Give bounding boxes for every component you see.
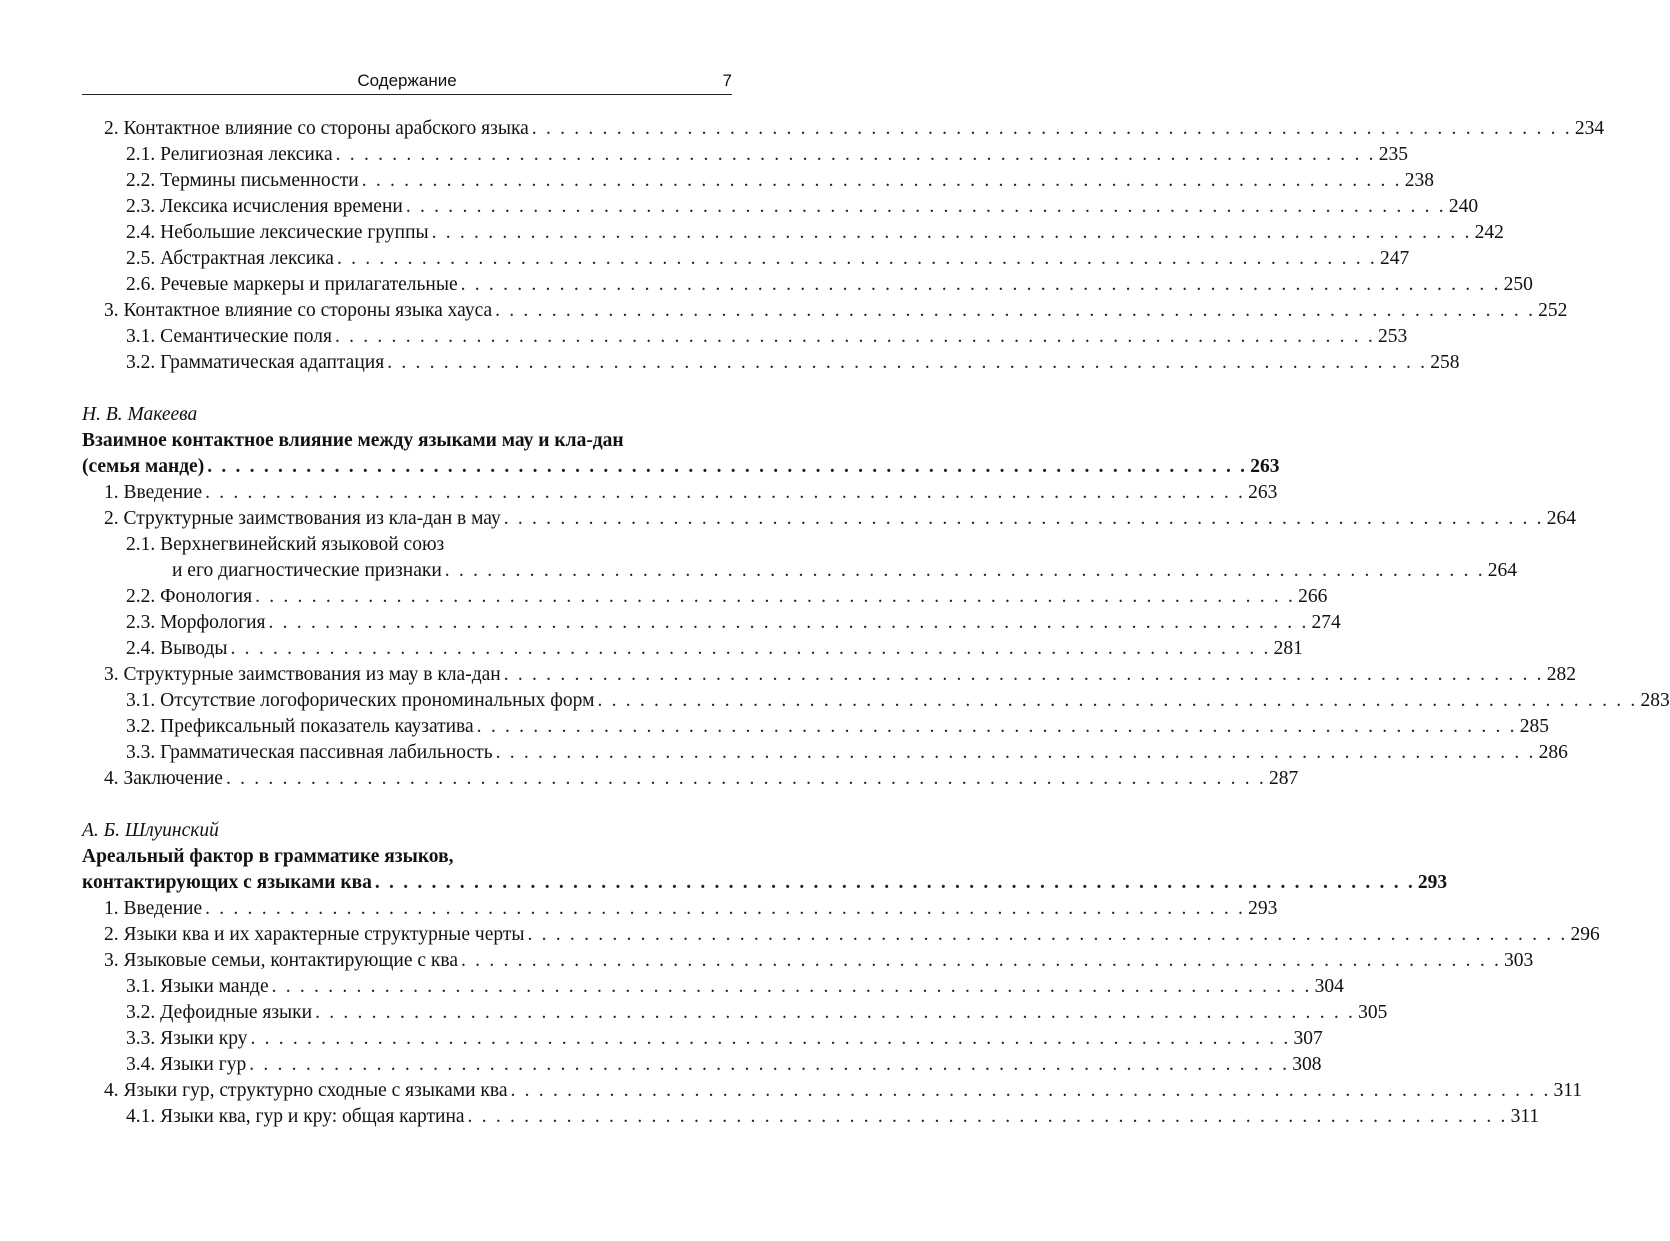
section-gap [82,376,732,402]
entry-title: 3.2. Грамматическая адаптация [126,352,385,373]
dot-leader: . . . . . . . . . . . . . . . . . . . . . . . . . . . . . . . . . . . . . . . . . . . . . . . . . . . . . . . . . . . . . . . . . . . . . . . . . . [271,976,1312,997]
entry-page: 283 [1640,690,1670,711]
entry-page: 242 [1474,222,1504,243]
toc-entry [82,584,1328,610]
dot-leader: . . . . . . . . . . . . . . . . . . . . . . . . . . . . . . . . . . . . . . . . . . . . . . . . . . . . . . . . . . . . . . . . . . . . . . . . . . [431,222,1472,243]
dot-leader: . . . . . . . . . . . . . . . . . . . . . . . . . . . . . . . . . . . . . . . . . . . . . . . . . . . . . . . . . . . . . . . . . . . . . . . . . . [467,1106,1508,1127]
dot-leader: . . . . . . . . . . . . . . . . . . . . . . . . . . . . . . . . . . . . . . . . . . . . . . . . . . . . . . . . . . . . . . . . . . . . . . . . . . [527,924,1568,945]
dot-leader: . . . . . . . . . . . . . . . . . . . . . . . . . . . . . . . . . . . . . . . . . . . . . . . . . . . . . . . . . . . . . . . . . . . . . . . . . . [336,248,1377,269]
entry-title: 3.1. Языки манде [126,976,269,997]
article-title-line [82,870,1448,896]
toc-entry [82,532,732,558]
dot-leader: . . . . . . . . . . . . . . . . . . . . . . . . . . . . . . . . . . . . . . . . . . . . . . . . . . . . . . . . . . . . . . . . . . . . . . . . . . [335,144,1376,165]
entry-page: 285 [1519,716,1549,737]
article-title: Взаимное контактное влияние между языками мау и кла-дан [82,430,624,451]
toc-entry [82,896,1278,922]
dot-leader: . . . . . . . . . . . . . . . . . . . . . . . . . . . . . . . . . . . . . . . . . . . . . . . . . . . . . . . . . . . . . . . . . . . . . . . . . . [334,326,1375,347]
section-gap [82,792,732,818]
entry-title: 3.1. Семантические поля [126,326,332,347]
dot-leader: . . . . . . . . . . . . . . . . . . . . . . . . . . . . . . . . . . . . . . . . . . . . . . . . . . . . . . . . . . . . . . . . . . . . . . . . . . [250,1028,1291,1049]
entry-title: 2.2. Фонология [126,586,253,607]
dot-leader: . . . . . . . . . . . . . . . . . . . . . . . . . . . . . . . . . . . . . . . . . . . . . . . . . . . . . . . . . . . . . . . . . . . . . . . . . . [503,508,1544,529]
dot-leader: . . . . . . . . . . . . . . . . . . . . . . . . . . . . . . . . . . . . . . . . . . . . . . . . . . . . . . . . . . . . . . . . . . . . . . . . . . [374,872,1415,893]
entry-title: 4. Заключение [104,768,223,789]
toc-entry [82,922,1600,948]
entry-page: 311 [1553,1080,1583,1101]
toc-entry [82,168,1435,194]
toc-entry [82,1104,1540,1130]
entry-page: 247 [1379,248,1410,269]
entry-title: 2.6. Речевые маркеры и прилагательные [126,274,458,295]
toc-entry [82,688,1670,714]
entry-title: 2.3. Морфология [126,612,266,633]
entry-title: 2. Языки ква и их характерные структурные черты [104,924,525,945]
toc-entry [82,350,1460,376]
toc-entry [82,766,1299,792]
toc-entry [82,480,1278,506]
dot-leader: . . . . . . . . . . . . . . . . . . . . . . . . . . . . . . . . . . . . . . . . . . . . . . . . . . . . . . . . . . . . . . . . . . . . . . . . . . [268,612,1309,633]
dot-leader: . . . . . . . . . . . . . . . . . . . . . . . . . . . . . . . . . . . . . . . . . . . . . . . . . . . . . . . . . . . . . . . . . . . . . . . . . . [205,482,1246,503]
running-title: Содержание [357,71,457,90]
entry-title: 4.1. Языки ква, гур и кру: общая картина [126,1106,465,1127]
entry-title: 2.5. Абстрактная лексика [126,248,334,269]
toc-entry [82,324,1408,350]
entry-page: 252 [1538,300,1568,321]
entry-page: 253 [1377,326,1408,347]
toc-entry [82,194,1479,220]
entry-title: 3. Языковые семьи, контактирующие с ква [104,950,459,971]
entry-title: 4. Языки гур, структурно сходные с языками ква [104,1080,508,1101]
entry-title: 3.2. Префиксальный показатель каузатива [126,716,474,737]
entry-page: 234 [1574,118,1605,139]
entry-title: 3. Структурные заимствования из мау в кла-дан [104,664,501,685]
toc-entry [82,1026,1323,1052]
entry-page: 293 [1417,872,1448,893]
entry-page: 250 [1503,274,1533,295]
dot-leader: . . . . . . . . . . . . . . . . . . . . . . . . . . . . . . . . . . . . . . . . . . . . . . . . . . . . . . . . . . . . . . . . . . . . . . . . . . [531,118,1572,139]
entry-page: 303 [1504,950,1534,971]
entry-page: 308 [1292,1054,1322,1075]
entry-page: 304 [1314,976,1344,997]
dot-leader: . . . . . . . . . . . . . . . . . . . . . . . . . . . . . . . . . . . . . . . . . . . . . . . . . . . . . . . . . . . . . . . . . . . . . . . . . . [315,1002,1356,1023]
entry-title: 2.3. Лексика исчисления времени [126,196,403,217]
entry-title: и его диагностические признаки [172,560,442,581]
toc-entry [82,1078,1583,1104]
entry-page: 263 [1250,456,1280,477]
article-title: Ареальный фактор в грамматике языков, [82,846,454,867]
toc-entry [82,636,1303,662]
entry-page: 235 [1378,144,1408,165]
toc-entry [82,246,1410,272]
toc-entry [82,1000,1388,1026]
entry-title: 2.4. Выводы [126,638,228,659]
dot-leader: . . . . . . . . . . . . . . . . . . . . . . . . . . . . . . . . . . . . . . . . . . . . . . . . . . . . . . . . . . . . . . . . . . . . . . . . . . [597,690,1638,711]
entry-title: 3. Контактное влияние со стороны языка хауса [104,300,493,321]
entry-page: 258 [1430,352,1460,373]
dot-leader: . . . . . . . . . . . . . . . . . . . . . . . . . . . . . . . . . . . . . . . . . . . . . . . . . . . . . . . . . . . . . . . . . . . . . . . . . . [207,456,1248,477]
entry-page: 264 [1546,508,1576,529]
entry-page: 287 [1268,768,1299,789]
dot-leader: . . . . . . . . . . . . . . . . . . . . . . . . . . . . . . . . . . . . . . . . . . . . . . . . . . . . . . . . . . . . . . . . . . . . . . . . . . [510,1080,1551,1101]
entry-page: 311 [1510,1106,1540,1127]
dot-leader: . . . . . . . . . . . . . . . . . . . . . . . . . . . . . . . . . . . . . . . . . . . . . . . . . . . . . . . . . . . . . . . . . . . . . . . . . . [405,196,1446,217]
dot-leader: . . . . . . . . . . . . . . . . . . . . . . . . . . . . . . . . . . . . . . . . . . . . . . . . . . . . . . . . . . . . . . . . . . . . . . . . . . [387,352,1428,373]
toc-entry [82,298,1568,324]
dot-leader: . . . . . . . . . . . . . . . . . . . . . . . . . . . . . . . . . . . . . . . . . . . . . . . . . . . . . . . . . . . . . . . . . . . . . . . . . . [361,170,1402,191]
article-title-line [82,454,1280,480]
toc-entry [82,1052,1322,1078]
dot-leader: . . . . . . . . . . . . . . . . . . . . . . . . . . . . . . . . . . . . . . . . . . . . . . . . . . . . . . . . . . . . . . . . . . . . . . . . . . [476,716,1517,737]
toc-entry [82,610,1341,636]
toc-entry [82,506,1576,532]
entry-page: 282 [1546,664,1576,685]
entry-title: 3.1. Отсутствие логофорических прономинальных форм [126,690,595,711]
article-author: Н. В. Макеева [82,404,198,425]
toc-entry [82,948,1534,974]
dot-leader: . . . . . . . . . . . . . . . . . . . . . . . . . . . . . . . . . . . . . . . . . . . . . . . . . . . . . . . . . . . . . . . . . . . . . . . . . . [205,898,1246,919]
toc-entry [82,220,1504,246]
page-header [82,68,732,95]
toc-entry [82,116,1605,142]
toc-entry [82,558,1518,584]
toc-entry [82,974,1344,1000]
entry-title: 3.3. Языки кру [126,1028,248,1049]
entry-title: 3.4. Языки гур [126,1054,247,1075]
article-author: А. Б. Шлуинский [82,820,219,841]
dot-leader: . . . . . . . . . . . . . . . . . . . . . . . . . . . . . . . . . . . . . . . . . . . . . . . . . . . . . . . . . . . . . . . . . . . . . . . . . . [230,638,1271,659]
entry-page: 286 [1538,742,1568,763]
entry-page: 240 [1448,196,1479,217]
entry-page: 264 [1487,560,1518,581]
entry-page: 281 [1273,638,1303,659]
dot-leader: . . . . . . . . . . . . . . . . . . . . . . . . . . . . . . . . . . . . . . . . . . . . . . . . . . . . . . . . . . . . . . . . . . . . . . . . . . [255,586,1296,607]
entry-title: 1. Введение [104,482,203,503]
toc-entry [82,740,1568,766]
dot-leader: . . . . . . . . . . . . . . . . . . . . . . . . . . . . . . . . . . . . . . . . . . . . . . . . . . . . . . . . . . . . . . . . . . . . . . . . . . [495,742,1536,763]
toc-entry [82,662,1576,688]
entry-page: 293 [1248,898,1278,919]
dot-leader: . . . . . . . . . . . . . . . . . . . . . . . . . . . . . . . . . . . . . . . . . . . . . . . . . . . . . . . . . . . . . . . . . . . . . . . . . . [495,300,1536,321]
entry-page: 274 [1311,612,1341,633]
dot-leader: . . . . . . . . . . . . . . . . . . . . . . . . . . . . . . . . . . . . . . . . . . . . . . . . . . . . . . . . . . . . . . . . . . . . . . . . . . [461,950,1502,971]
dot-leader: . . . . . . . . . . . . . . . . . . . . . . . . . . . . . . . . . . . . . . . . . . . . . . . . . . . . . . . . . . . . . . . . . . . . . . . . . . [444,560,1485,581]
entry-page: 305 [1358,1002,1388,1023]
entry-title: 3.3. Грамматическая пассивная лабильность [126,742,493,763]
entry-page: 307 [1293,1028,1323,1049]
dot-leader: . . . . . . . . . . . . . . . . . . . . . . . . . . . . . . . . . . . . . . . . . . . . . . . . . . . . . . . . . . . . . . . . . . . . . . . . . . [460,274,1501,295]
entry-page: 296 [1570,924,1600,945]
toc-entry [82,714,1549,740]
page-number: 7 [722,71,732,90]
entry-title: 3.2. Дефоидные языки [126,1002,313,1023]
toc-entry [82,272,1533,298]
entry-title: 2. Структурные заимствования из кла-дан в мау [104,508,501,529]
dot-leader: . . . . . . . . . . . . . . . . . . . . . . . . . . . . . . . . . . . . . . . . . . . . . . . . . . . . . . . . . . . . . . . . . . . . . . . . . . [249,1054,1290,1075]
entry-title: 2.1. Верхнегвинейский языковой союз [126,534,445,555]
entry-page: 266 [1298,586,1328,607]
entry-title: 2.2. Термины письменности [126,170,359,191]
entry-title: 2. Контактное влияние со стороны арабского языка [104,118,529,139]
entry-title: 1. Введение [104,898,203,919]
entry-title: контактирующих с языками ква [82,872,372,893]
entry-title: (семья манде) [82,456,205,477]
entry-page: 263 [1248,482,1278,503]
table-of-contents [82,116,1670,1130]
entry-title: 2.1. Религиозная лексика [126,144,333,165]
toc-entry [82,142,1408,168]
entry-page: 238 [1404,170,1435,191]
entry-title: 2.4. Небольшие лексические группы [126,222,429,243]
dot-leader: . . . . . . . . . . . . . . . . . . . . . . . . . . . . . . . . . . . . . . . . . . . . . . . . . . . . . . . . . . . . . . . . . . . . . . . . . . [225,768,1266,789]
dot-leader: . . . . . . . . . . . . . . . . . . . . . . . . . . . . . . . . . . . . . . . . . . . . . . . . . . . . . . . . . . . . . . . . . . . . . . . . . . [503,664,1544,685]
